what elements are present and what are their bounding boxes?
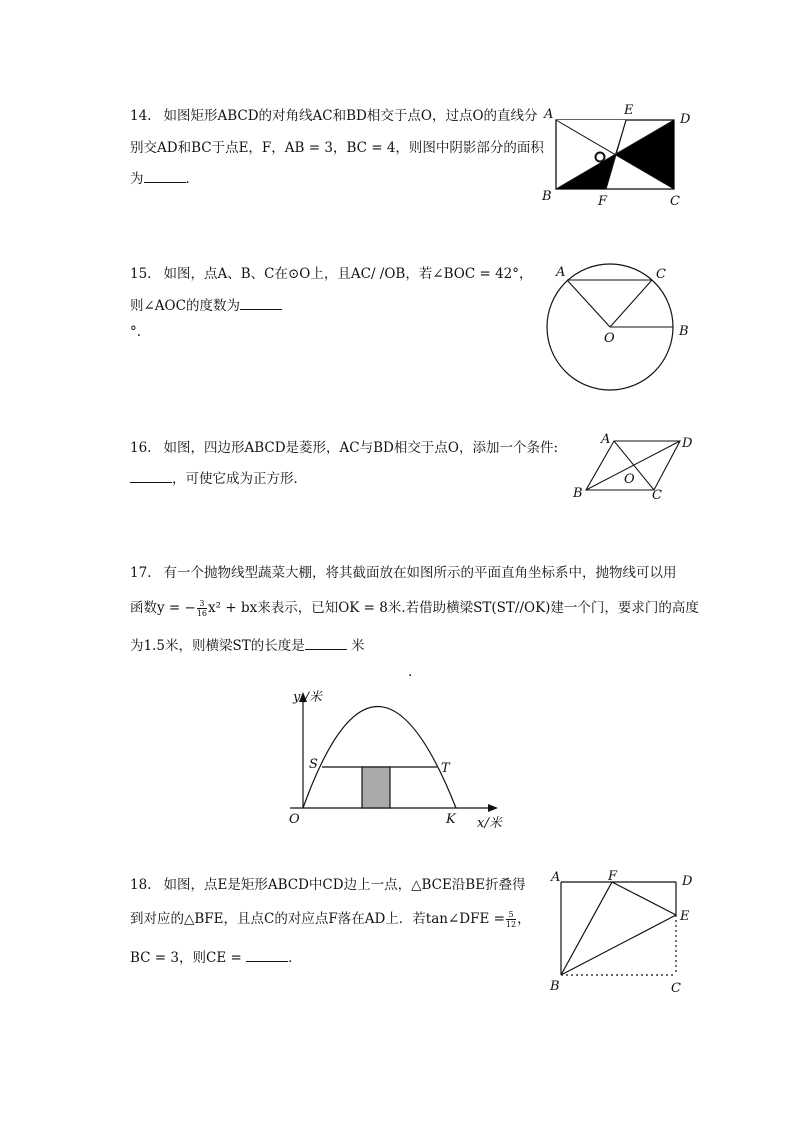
segment-be (561, 915, 676, 975)
label-b: B (542, 189, 552, 204)
label-c: C (652, 488, 662, 503)
answer-blank[interactable] (144, 170, 186, 183)
label-e: E (624, 103, 634, 118)
fraction: $\frac{5}{12}$ (505, 910, 517, 929)
label-o: O (289, 812, 300, 827)
answer-blank[interactable] (130, 470, 172, 483)
q17-line-3: 为1.5米，则横梁ST的长度是 米 (130, 638, 365, 654)
q16-line-2: ，可使它成为正方形． (130, 467, 307, 487)
q14-figure (538, 100, 698, 210)
label-b: B (550, 979, 560, 994)
label-d: D (682, 436, 693, 451)
label-o: O (604, 331, 615, 346)
radius-oc (610, 280, 652, 327)
answer-blank[interactable] (305, 637, 347, 650)
label-d: D (680, 112, 691, 127)
label-t: T (441, 761, 450, 776)
door (362, 767, 390, 808)
q14-line-2: 别交AD和BC于点E，F，AB = 3，BC = 4，则图中阴影部分的面积 (130, 140, 544, 156)
label-a: A (601, 432, 611, 447)
fraction: $\frac{3}{16}$ (196, 599, 208, 618)
q15-line-3: °. (130, 324, 142, 340)
label-a: A (551, 870, 561, 885)
label-s: S (309, 757, 318, 772)
label-c: C (671, 981, 681, 996)
label-a: A (544, 107, 554, 122)
white-wedge-top (556, 120, 626, 155)
label-c: C (656, 267, 666, 282)
stray-dot: . (408, 664, 413, 680)
q18-line-3: BC = 3，则CE = ． (130, 950, 302, 966)
q15-line-1: 15. 如图，点A、B、C在⊙O上，且AC/ /OB，若∠BOC = 42°， (130, 266, 533, 282)
q17-line-1: 17. 有一个抛物线型蔬菜大棚，将其截面放在如图所示的平面直角坐标系中，抛物线可以用 (130, 565, 677, 581)
q15-line-2: 则∠AOC的度数为 (130, 294, 282, 314)
q18-number: 18. (130, 877, 152, 893)
label-x: x/米 (477, 816, 502, 831)
q15-figure (540, 255, 700, 395)
q14-number: 14. (130, 108, 152, 124)
q14-line-3: 为 ． (130, 171, 199, 187)
q15-number: 15. (130, 266, 152, 282)
label-k: K (446, 812, 456, 827)
q18-line-2: 到对应的△BFE，且点C的对应点F落在AD上．若tan∠DFE = $\frac{5}{12}$ ， (130, 910, 531, 929)
label-d: D (682, 874, 693, 889)
point-o (596, 153, 605, 162)
answer-blank[interactable] (240, 297, 282, 310)
label-c: C (670, 194, 680, 209)
q18-figure (540, 866, 700, 996)
q17-figure (282, 684, 512, 834)
label-e: E (680, 909, 690, 924)
segment-fe (612, 882, 676, 915)
x-axis-arrow (488, 804, 498, 812)
label-a: A (556, 265, 566, 280)
label-b: B (679, 324, 689, 339)
q17-line-2: 函数y = − $\frac{3}{16}$ x² + bx来表示，已知OK = 8米.若借助横梁ST(ST//OK)建一个门，要求门的高度 (130, 599, 699, 618)
q14-line-1: 14. 如图矩形ABCD的对角线AC和BD相交于点O，过点O的直线分 (130, 108, 538, 124)
answer-blank[interactable] (246, 949, 288, 962)
label-f: F (598, 194, 608, 209)
label-f: F (608, 869, 618, 884)
q16-number: 16. (130, 440, 152, 456)
shaded-region-right (615, 120, 674, 189)
radius-oa (567, 280, 610, 327)
label-b: B (573, 486, 583, 501)
q18-line-1: 18. 如图，点E是矩形ABCD中CD边上一点，△BCE沿BE折叠得 (130, 877, 526, 893)
label-y: y /米 (293, 690, 322, 705)
q16-figure (568, 428, 698, 508)
q17-number: 17. (130, 565, 152, 581)
q16-line-1: 16. 如图，四边形ABCD是菱形，AC与BD相交于点O，添加一个条件: (130, 440, 558, 456)
label-o: O (624, 472, 635, 487)
